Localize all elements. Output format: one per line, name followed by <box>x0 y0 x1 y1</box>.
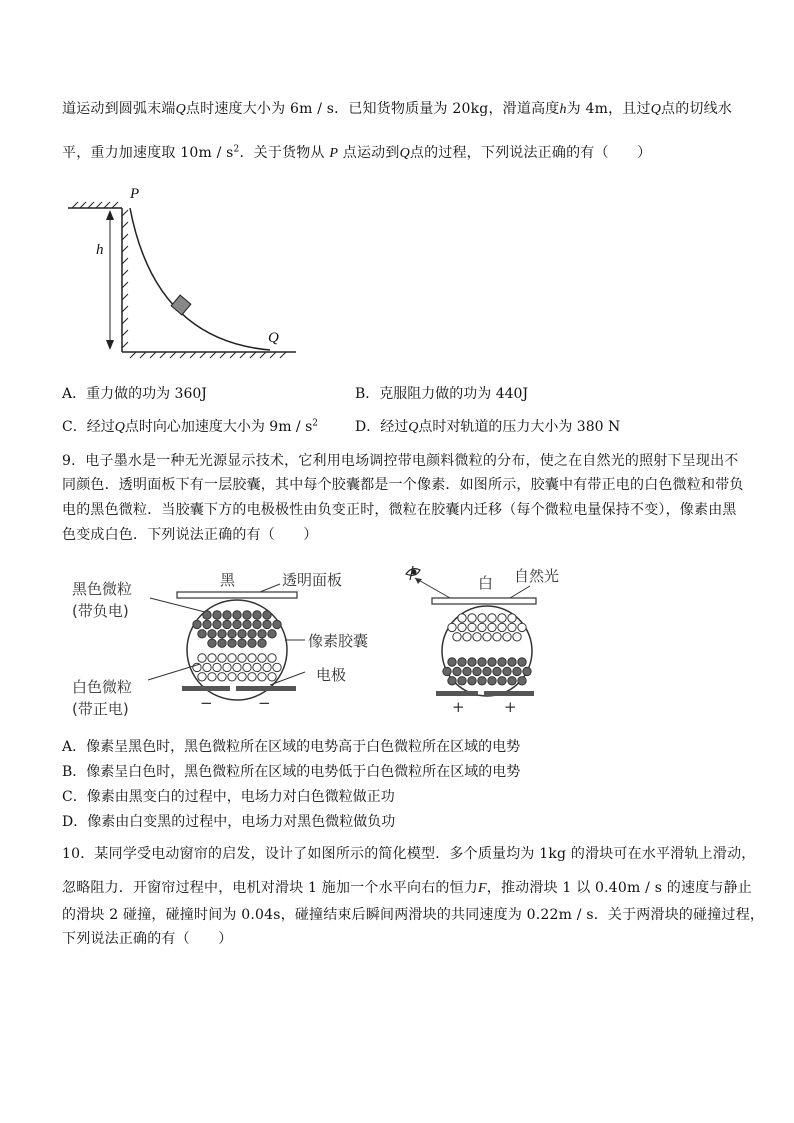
white-particle <box>468 623 476 631</box>
black-particle <box>508 658 516 666</box>
white-particle <box>478 623 486 631</box>
black-particle <box>443 667 451 675</box>
black-particle <box>198 630 206 638</box>
q8-option-a: A．重力做的功为 360J <box>62 386 207 402</box>
minus-sign-1: − <box>200 694 213 712</box>
white-particle <box>268 673 276 681</box>
black-particle <box>193 620 201 628</box>
white-particle <box>503 633 511 641</box>
white-particle <box>198 673 206 681</box>
black-particle <box>208 630 216 638</box>
black-particle <box>248 639 256 647</box>
black-particle <box>223 620 231 628</box>
black-particle <box>203 620 211 628</box>
black-particle <box>503 667 511 675</box>
q9-option-d: D．像素由白变黑的过程中，电场力对黑色微粒做负功 <box>62 814 396 830</box>
black-particle <box>208 639 216 647</box>
black-particle <box>263 620 271 628</box>
black-particle <box>228 639 236 647</box>
black-particle <box>243 611 251 619</box>
black-particle <box>488 677 496 685</box>
electrode-right-1 <box>436 691 478 696</box>
minus-sign-2: − <box>258 694 271 712</box>
black-particle <box>458 677 466 685</box>
eye-icon <box>406 566 420 580</box>
plus-sign-1: + <box>452 698 465 716</box>
white-particle <box>228 654 236 662</box>
white-particle <box>448 623 456 631</box>
black-particle <box>233 611 241 619</box>
black-particle <box>508 677 516 685</box>
q8-option-c: C．经过Q点时向心加速度大小为 $9m / s^2$ <box>62 418 319 435</box>
white-particle <box>253 663 261 671</box>
electrode-right-2 <box>484 691 534 696</box>
white-particle <box>463 633 471 641</box>
white-particle <box>238 673 246 681</box>
white-particle <box>263 663 271 671</box>
q10-stem-line-3: 的滑块 2 碰撞，碰撞时间为 0.04s，碰撞结束后瞬间两滑块的共同速度为 0.22m / s．关于两滑块的碰撞过程， <box>62 907 765 923</box>
black-particle <box>518 658 526 666</box>
electrode-left-1 <box>182 686 230 691</box>
q10-stem-line-1: 10．某同学受电动窗帘的启发，设计了如图所示的简化模型．多个质量均为 1kg 的滑块可在水平滑轨上滑动， <box>62 846 756 862</box>
q8-stem-line-1: 道运动到圆弧末端Q点时速度大小为 6m / s．已知货物质量为 20kg，滑道高度h为 4m，且过Q点的切线水 <box>62 101 733 117</box>
cargo-block <box>171 295 191 315</box>
black-particle <box>498 677 506 685</box>
label-h: h <box>96 242 104 258</box>
black-particle <box>488 658 496 666</box>
white-particle <box>218 654 226 662</box>
white-particle <box>498 614 506 622</box>
black-particle <box>268 630 276 638</box>
black-particle-label: 黑色微粒 <box>72 580 133 598</box>
black-particle <box>253 620 261 628</box>
pixel-capsule-label: 像素胶囊 <box>308 632 369 650</box>
black-particle <box>248 630 256 638</box>
black-particle <box>273 620 281 628</box>
white-particle <box>213 663 221 671</box>
white-particle <box>498 623 506 631</box>
black-charge-label: (带负电) <box>72 602 129 620</box>
black-particle <box>493 667 501 675</box>
white-particle <box>198 654 206 662</box>
black-pixel-label: 黑 <box>220 571 236 589</box>
q8-option-b: B．克服阻力做的功为 440J <box>355 386 529 402</box>
white-particle <box>513 633 521 641</box>
black-particle <box>523 667 531 675</box>
white-particle <box>208 654 216 662</box>
q10-stem-line-4: 下列说法正确的有（ ） <box>62 931 233 947</box>
black-particle <box>448 677 456 685</box>
white-particle <box>468 614 476 622</box>
electrode-label: 电极 <box>316 666 347 684</box>
black-particle <box>253 611 261 619</box>
white-particle <box>223 663 231 671</box>
q8-stem-line-2: 平，重力加速度取 $10m / s^2$．关于货物从 P 点运动到Q点的过程，下列说法正确的有（ ） <box>62 144 652 161</box>
black-particle <box>478 677 486 685</box>
natural-light-label: 自然光 <box>514 567 560 585</box>
black-particle <box>213 611 221 619</box>
white-particle <box>248 654 256 662</box>
q9-stem-line-1: 9．电子墨水是一种无光源显示技术，它利用电场调控带电颜料微粒的分布，使之在自然光的照射下呈现出不 <box>62 453 739 469</box>
black-particle <box>263 611 271 619</box>
white-particle <box>238 654 246 662</box>
white-particle <box>218 673 226 681</box>
white-particle <box>203 663 211 671</box>
black-particle <box>498 658 506 666</box>
white-particle <box>458 623 466 631</box>
black-particle <box>453 667 461 675</box>
black-particle <box>243 620 251 628</box>
q9-option-b: B．像素呈白色时，黑色微粒所在区域的电势低于白色微粒所在区域的电势 <box>62 764 521 780</box>
white-particle <box>208 673 216 681</box>
white-particle <box>258 673 266 681</box>
black-particle <box>258 630 266 638</box>
black-particle <box>448 658 456 666</box>
black-particle <box>473 667 481 675</box>
q9-option-c: C．像素由黑变白的过程中，电场力对白色微粒做正功 <box>62 789 395 805</box>
black-particle <box>228 630 236 638</box>
transparent-panel-right <box>432 598 536 604</box>
black-particle <box>513 667 521 675</box>
white-particle <box>488 623 496 631</box>
white-particle <box>493 633 501 641</box>
white-particle <box>478 614 486 622</box>
white-particle <box>483 633 491 641</box>
white-particle-label: 白色微粒 <box>72 678 133 696</box>
q8-option-d: D．经过Q点时对轨道的压力大小为 380 N <box>355 419 621 435</box>
white-particle <box>488 614 496 622</box>
black-particle <box>223 611 231 619</box>
black-particle <box>518 677 526 685</box>
white-particle <box>473 633 481 641</box>
label-P: P <box>130 186 140 202</box>
black-particle <box>233 620 241 628</box>
black-particle <box>258 639 266 647</box>
white-particle <box>243 663 251 671</box>
black-particle <box>218 630 226 638</box>
black-particle <box>213 620 221 628</box>
black-particle <box>463 667 471 675</box>
white-particle <box>458 614 466 622</box>
black-particle <box>238 639 246 647</box>
q10-stem-line-2: 忽略阻力．开窗帘过程中，电机对滑块 1 施加一个水平向右的恒力F，推动滑块 1 以 0.40m / s 的速度与静止 <box>62 880 752 896</box>
q9-stem-line-3: 电的黑色微粒．当胶囊下方的电极极性由负变正时，微粒在胶囊内迁移（每个微粒电量保持不变），像素由黑 <box>62 502 737 518</box>
white-particle <box>228 673 236 681</box>
transparent-panel-left <box>177 592 297 598</box>
label-Q: Q <box>268 330 279 346</box>
q9-stem-line-2: 同颜色．透明面板下有一层胶囊，其中每个胶囊都是一个像素．如图所示，胶囊中有带正电的白色微粒和带负 <box>62 477 744 493</box>
black-particle <box>458 658 466 666</box>
q9-option-a: A．像素呈黑色时，黑色微粒所在区域的电势高于白色微粒所在区域的电势 <box>62 739 521 755</box>
black-particle <box>238 630 246 638</box>
q9-stem-line-4: 色变成白色．下列说法正确的有（ ） <box>62 527 318 543</box>
white-particle <box>233 663 241 671</box>
transparent-panel-label: 透明面板 <box>282 571 343 589</box>
white-particle <box>258 654 266 662</box>
white-particle <box>508 623 516 631</box>
electrode-left-2 <box>236 686 296 691</box>
slide-track <box>130 208 270 350</box>
white-particle <box>248 673 256 681</box>
black-particle <box>478 658 486 666</box>
white-particle <box>518 623 526 631</box>
white-particle <box>268 654 276 662</box>
white-particle <box>273 663 281 671</box>
white-particle <box>508 614 516 622</box>
white-pixel-label: 白 <box>478 574 494 592</box>
white-particle <box>453 633 461 641</box>
black-particle <box>468 658 476 666</box>
white-charge-label: (带正电) <box>72 700 129 718</box>
plus-sign-2: + <box>504 698 517 716</box>
black-particle <box>468 677 476 685</box>
black-particle <box>483 667 491 675</box>
black-particle <box>218 639 226 647</box>
